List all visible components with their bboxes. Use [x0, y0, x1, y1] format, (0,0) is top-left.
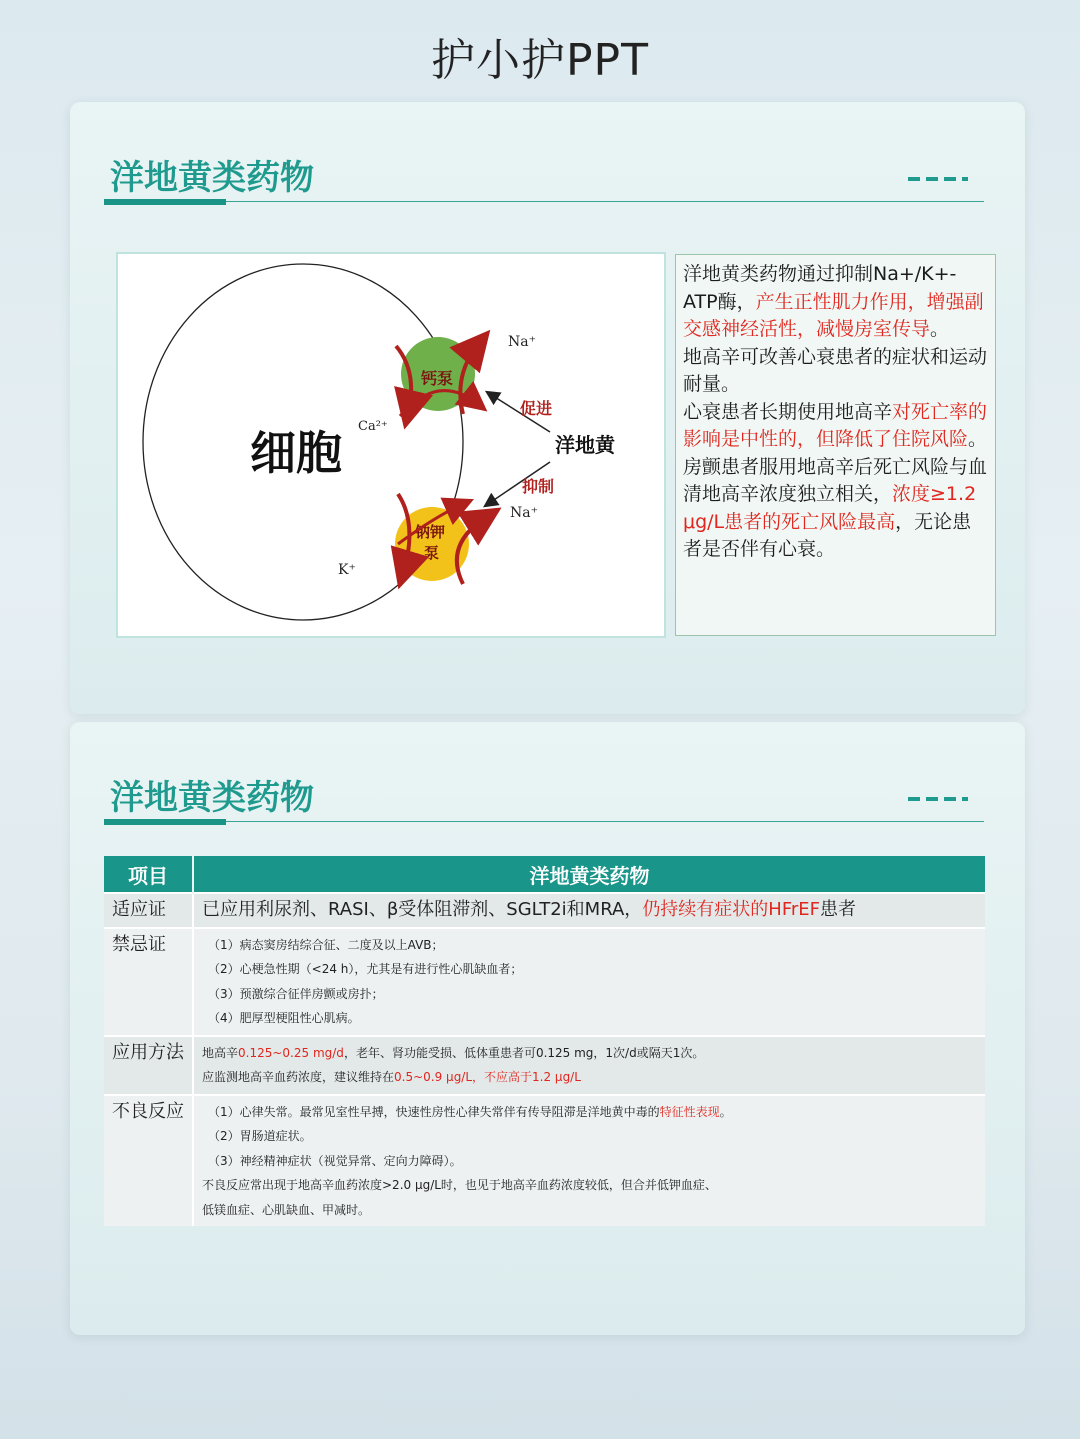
- cell-line: （2）心梗急性期（<24 h），尤其是有进行性心肌缺血者；: [208, 962, 523, 976]
- row-label: 禁忌证: [104, 928, 193, 1036]
- cell-highlight: 仍持续有症状的HFrEF: [642, 899, 821, 920]
- promote-label: 促进: [520, 399, 553, 418]
- row-content: [193, 928, 985, 1036]
- na-top-label: Na⁺: [508, 334, 536, 350]
- row-label: 应用方法: [104, 1036, 193, 1095]
- summary-paragraph-2: 地高辛可改善心衰患者的症状和运动耐量。: [683, 345, 988, 395]
- pump2-label-2: 泵: [424, 544, 440, 562]
- header-item: 项目: [104, 856, 193, 893]
- summary-text: 。: [930, 318, 950, 340]
- diagram-svg: [118, 254, 664, 636]
- cell-line: （3）神经精神症状（视觉异常、定向力障碍）。: [208, 1153, 462, 1168]
- cell-text: 地高辛: [202, 1045, 239, 1060]
- cell-text: 。: [719, 1104, 732, 1119]
- inhibit-label: 抑制: [522, 477, 555, 496]
- cell-line: 不良反应常出现于地高辛血药浓度>2.0 μg/L时，也见于地高辛血药浓度较低，但合并低钾血症、: [202, 1178, 717, 1192]
- cell-highlight: 0.5~0.9 μg/L，不应高于1.2 μg/L: [394, 1070, 581, 1084]
- table-row: [104, 928, 985, 1036]
- summary-paragraph-3: [683, 399, 989, 454]
- cell-line: （3）预激综合征伴房颤或房扑；: [208, 986, 384, 1001]
- title-underline-accent: [104, 199, 226, 205]
- header-drug: 洋地黄类药物: [193, 856, 985, 893]
- cell-line: 低镁血症、心肌缺血、甲减时。: [202, 1202, 371, 1217]
- row-label: 不良反应: [104, 1095, 193, 1227]
- k-label: K⁺: [338, 562, 356, 578]
- cell-line: [202, 1041, 977, 1066]
- drug-label: 洋地黄: [555, 433, 615, 457]
- summary-paragraph-4: [683, 454, 989, 564]
- cell-highlight: 0.125~0.25 mg/d: [238, 1045, 344, 1060]
- cell-line: （2）胃肠道症状。: [208, 1129, 312, 1143]
- cell-text: 已应用利尿剂、RASI、β受体阻滞剂、SGLT2i和MRA，: [202, 899, 643, 920]
- cell-line: [202, 1065, 977, 1090]
- row-label: 适应证: [104, 893, 193, 928]
- pump2-label-1: 钠钾: [415, 523, 446, 541]
- row-content: [193, 893, 985, 928]
- section-heading: 洋地黄类药物: [110, 158, 314, 198]
- cell-pump-diagram: [116, 252, 666, 638]
- cell-line: （1）病态窦房结综合征、二度及以上AVB；: [208, 937, 444, 952]
- table-row: [104, 1095, 985, 1227]
- summary-text: 。: [968, 428, 988, 450]
- row-content: [193, 1095, 985, 1227]
- summary-highlight: 浓度≥1.2 μg/L患者的死亡风险最高: [683, 483, 977, 533]
- title-underline-accent: [104, 819, 226, 825]
- table-header-row: [104, 856, 985, 893]
- section-heading: 洋地黄类药物: [110, 778, 314, 818]
- table-row: [104, 893, 985, 928]
- cell-line: （4）肥厚型梗阻性心肌病。: [208, 1011, 360, 1025]
- cell-line: [202, 1100, 977, 1125]
- digitalis-table: [104, 856, 985, 1226]
- summary-highlight: 产生正性肌力作用，增强副交感神经活性，减慢房室传导: [683, 290, 984, 340]
- summary-paragraph-1: [683, 261, 989, 344]
- table-row: [104, 1036, 985, 1095]
- summary-text: 心衰患者长期使用地高辛: [683, 400, 893, 423]
- summary-text: 洋地黄类药物通过抑制Na+/K+-ATP酶，: [683, 263, 957, 313]
- na-bottom-label: Na⁺: [510, 505, 538, 521]
- summary-text: ，无论患者是否伴有心衰。: [683, 510, 972, 560]
- slide-card-1: [70, 102, 1025, 714]
- ca-label: Ca²⁺: [358, 419, 388, 434]
- digitalis-summary-box: [675, 254, 996, 636]
- dash-decoration: [908, 797, 968, 801]
- cell-highlight: 特征性表现: [659, 1104, 720, 1119]
- summary-highlight: 对死亡率的影响是中性的，但降低了住院风险: [683, 400, 988, 450]
- cell-text: 患者: [820, 899, 857, 920]
- slide-card-2: [70, 722, 1025, 1335]
- cell-label: 细胞: [250, 426, 342, 480]
- row-content: [193, 1036, 985, 1095]
- cell-text: 应监测地高辛血药浓度，建议维持在: [202, 1070, 395, 1084]
- cell-text: （1）心律失常。最常见室性早搏，快速性房性心律失常伴有传导阻滞是洋地黄中毒的: [208, 1104, 660, 1119]
- summary-text: 房颤患者服用地高辛后死亡风险与血清地高辛浓度独立相关，: [683, 455, 988, 505]
- title-underline: [104, 821, 984, 822]
- title-underline: [104, 201, 984, 202]
- dash-decoration: [908, 177, 968, 181]
- page-title: 护小护PPT: [431, 35, 649, 86]
- pump1-label: 钙泵: [421, 369, 454, 388]
- cell-text: ，老年、肾功能受损、低体重患者可0.125 mg，1次/d或隔天1次。: [343, 1045, 705, 1060]
